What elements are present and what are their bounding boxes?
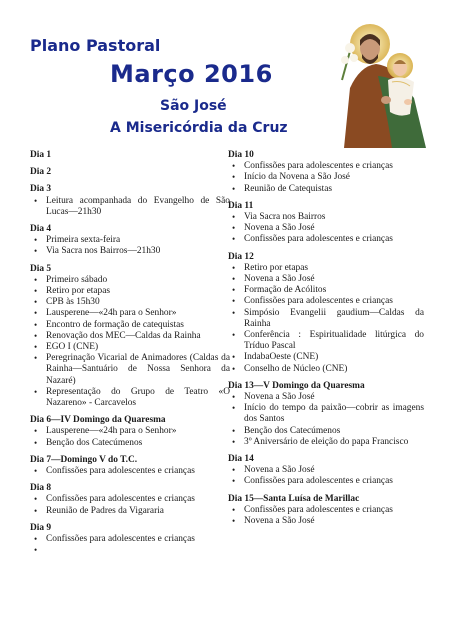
day-title: Dia 14 [228,454,254,465]
event-item: • Confissões para adolescentes e crianças [30,494,230,505]
event-item: • Novena a São José [228,223,424,234]
saint-joseph-image [330,18,438,150]
day-entry [30,224,230,258]
event-list [30,196,230,218]
event-item: • Peregrinação Vicarial de Animadores (Caldas da Rainha—Santuário de Nossa Senhora da Nazaré) [30,353,230,387]
day-entry [30,167,230,178]
theme-title: A Misericórdia da Cruz [110,120,288,136]
day-title: Dia 9 [30,522,52,533]
day-entry [228,252,424,375]
schedule-left-column [30,150,230,556]
event-item: • Encontro de formação de catequistas [30,320,230,331]
event-item: • Novena a São José [228,274,424,285]
day-entry [228,454,424,488]
month-title: Março 2016 [110,60,273,88]
day-entry [30,455,230,477]
day-title: Dia 4 [30,224,52,235]
day-entry [30,415,230,449]
event-item: • CPB às 15h30 [30,297,230,308]
event-list [30,466,230,477]
event-list [228,161,424,195]
event-item: • Confissões para adolescentes e crianças [228,296,424,307]
event-item: • Confissões para adolescentes e crianças [228,234,424,245]
event-item: • Retiro por etapas [228,263,424,274]
event-item: • Lausperene—«24h para o Senhor» [30,308,230,319]
event-item: • Retiro por etapas [30,286,230,297]
event-item: • Confissões para adolescentes e crianças [228,476,424,487]
event-item: • IndabaOeste (CNE) [228,352,424,363]
event-item: • Confissões para adolescentes e crianças [228,161,424,172]
event-list [228,392,424,448]
event-list [228,505,424,527]
day-entry [30,150,230,161]
day-entry [228,494,424,528]
event-item: • Novena a São José [228,516,424,527]
day-entry [30,523,230,557]
event-list [30,534,230,556]
event-item: • Reunião de Catequistas [228,184,424,195]
day-title: Dia 13—V Domingo da Quaresma [228,380,365,391]
event-list [228,212,424,246]
event-item: • Benção dos Catecúmenos [30,438,230,449]
header [0,0,452,150]
day-title: Dia 3 [30,184,52,195]
event-item: • Reunião de Padres da Vigararia [30,506,230,517]
schedule-right-column [228,150,424,527]
event-item: • Confissões para adolescentes e crianças [30,466,230,477]
event-item: • EGO I (CNE) [30,342,230,353]
day-entry [228,201,424,246]
event-list [228,263,424,375]
event-item: • Renovação dos MEC—Caldas da Rainha [30,331,230,342]
event-item: • Leitura acompanhada do Evangelho de São Lucas—21h30 [30,196,230,218]
event-item: • Confissões para adolescentes e crianças [30,534,230,545]
day-entry [228,381,424,448]
event-item [30,545,230,556]
event-list [30,275,230,409]
event-item: • Via Sacra nos Bairros [228,212,424,223]
event-item: • Representação do Grupo de Teatro «O Nazareno» - Carcavelos [30,387,230,409]
event-item: • Novena a São José [228,392,424,403]
patron-saint: São José [160,98,227,114]
day-entry [30,184,230,218]
event-list [228,465,424,487]
event-item: • Novena a São José [228,465,424,476]
event-item: • Formação de Acólitos [228,285,424,296]
day-entry [30,483,230,517]
day-title: Dia 2 [30,167,52,178]
day-title: Dia 11 [228,200,254,211]
day-title: Dia 15—Santa Luísa de Marillac [228,493,360,504]
day-title: Dia 12 [228,251,254,262]
event-item: • Início do tempo da paixão—cobrir as imagens dos Santos [228,403,424,425]
saint-joseph-icon [330,18,438,150]
day-title: Dia 1 [30,150,52,160]
event-item: • Benção dos Catecúmenos [228,426,424,437]
event-item: • Conselho de Núcleo (CNE) [228,364,424,375]
event-item: • Primeira sexta-feira [30,235,230,246]
day-entry [30,264,230,410]
day-entry [228,150,424,195]
event-item: • Início da Novena a São José [228,172,424,183]
event-item: • Simpósio Evangelii gaudium—Caldas da Rainha [228,308,424,330]
day-title: Dia 6—IV Domingo da Quaresma [30,415,166,426]
day-title: Dia 7—Domingo V do T.C. [30,454,138,465]
event-item: • Conferência : Espiritualidade litúrgica do Tríduo Pascal [228,330,424,352]
event-list [30,235,230,257]
document-title: Plano Pastoral [30,36,161,55]
event-item: • Lausperene—«24h para o Senhor» [30,426,230,437]
day-title: Dia 10 [228,150,254,160]
event-list [30,494,230,516]
event-item: • Primeiro sábado [30,275,230,286]
event-item: • 3º Aniversário de eleição do papa Francisco [228,437,424,448]
day-title: Dia 5 [30,263,52,274]
day-title: Dia 8 [30,483,52,494]
event-item: • Via Sacra nos Bairros—21h30 [30,246,230,257]
event-item: • Confissões para adolescentes e crianças [228,505,424,516]
event-list [30,426,230,448]
